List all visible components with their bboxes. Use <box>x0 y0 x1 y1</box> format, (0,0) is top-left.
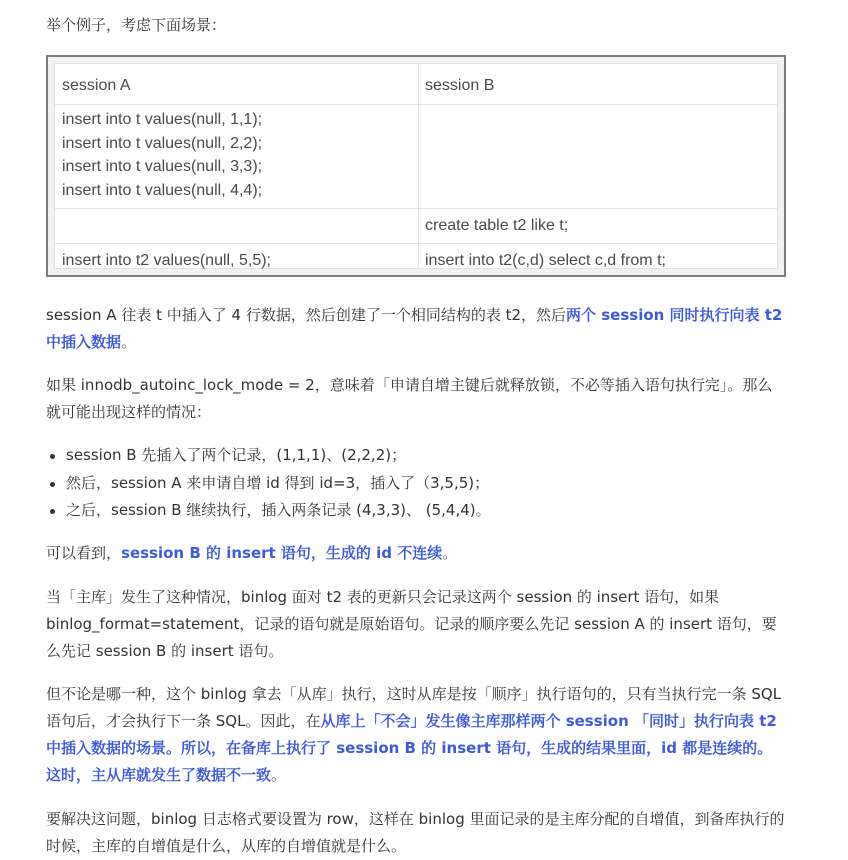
header-session-b: session B <box>425 77 495 94</box>
table-cell-b: insert into t2(c,d) select c,d from t; <box>425 252 666 269</box>
paragraph-3 <box>46 540 786 567</box>
table-cell-a: insert into t2 values(null, 5,5); <box>62 252 271 269</box>
column-divider <box>418 64 419 268</box>
row-divider <box>55 104 777 105</box>
code-line: insert into t values(null, 1,1); <box>62 111 263 128</box>
paragraph-6: 要解决这问题，binlog 日志格式要设置为 row，这样在 binlog 里面记录的是主库分配的自增值，到备库执行的时候，主库的自增值是什么，从库的自增值就是什么。 <box>46 810 785 855</box>
paragraph-text: 。 <box>271 766 287 784</box>
paragraph-text: session A 往表 t 中插入了 4 行数据，然后创建了一个相同结构的表 t2，然后 <box>46 306 567 324</box>
code-line: insert into t values(null, 2,2); <box>62 134 263 152</box>
paragraph-4: 当「主库」发生了这种情况，binlog 面对 t2 表的更新只会记录这两个 session 的 insert 语句，如果 binlog_format=statement，记录的语句就是原始语句。记录的顺序要么先记 session A 的 insert 语句，要么先记 session B 的 insert 语句。 <box>46 588 777 660</box>
paragraph-text: 。 <box>442 544 458 562</box>
list-item: session B 先插入了两个记录，(1,1,1)、(2,2,2)； <box>46 442 786 470</box>
paragraph-text: 但不论是哪一种，这个 binlog 拿去「从库」执行，这时从库是按「顺序」执行语句的，只有当执行完一条 SQL 语句后，才会执行下一条 SQL。因此，在 <box>46 685 782 730</box>
paragraph-1 <box>46 302 786 356</box>
table-cell-b: create table t2 like t; <box>425 217 569 234</box>
intro-text: 举个例子，考虑下面场景： <box>46 16 227 34</box>
code-line: insert into t values(null, 4,4); <box>62 181 263 199</box>
paragraph-text: 。 <box>121 333 137 351</box>
row-divider <box>55 208 777 209</box>
header-session-a: session A <box>62 77 131 94</box>
highlight-text: 两个 session 同时执行向表 t2 中插入数据 <box>46 306 783 351</box>
bullet-list <box>46 442 786 525</box>
paragraph-5 <box>46 681 786 789</box>
paragraph-2: 如果 innodb_autoinc_lock_mode = 2，意味着「申请自增主键后就释放锁，不必等插入语句执行完」。那么就可能出现这样的情况： <box>46 376 773 421</box>
session-table <box>46 55 786 277</box>
highlight-text: session B 的 insert 语句，生成的 id 不连续 <box>121 544 443 562</box>
list-item: 然后，session A 来申请自增 id 得到 id=3，插入了（3,5,5)； <box>46 470 786 498</box>
code-line: insert into t values(null, 3,3); <box>62 158 263 175</box>
row-divider <box>55 243 777 244</box>
highlight-text: 从库上「不会」发生像主库那样两个 session 「同时」执行向表 t2 中插入数据的场景。所以，在备库上执行了 session B 的 insert 语句，生成的结果里面，id 都是连续的。这时，主从库就发生了数据不一致 <box>46 712 777 784</box>
list-item: 之后，session B 继续执行，插入两条记录 (4,3,3)、 (5,4,4)。 <box>46 497 786 525</box>
paragraph-text: 可以看到， <box>46 544 122 562</box>
table-cell-a <box>62 108 262 202</box>
